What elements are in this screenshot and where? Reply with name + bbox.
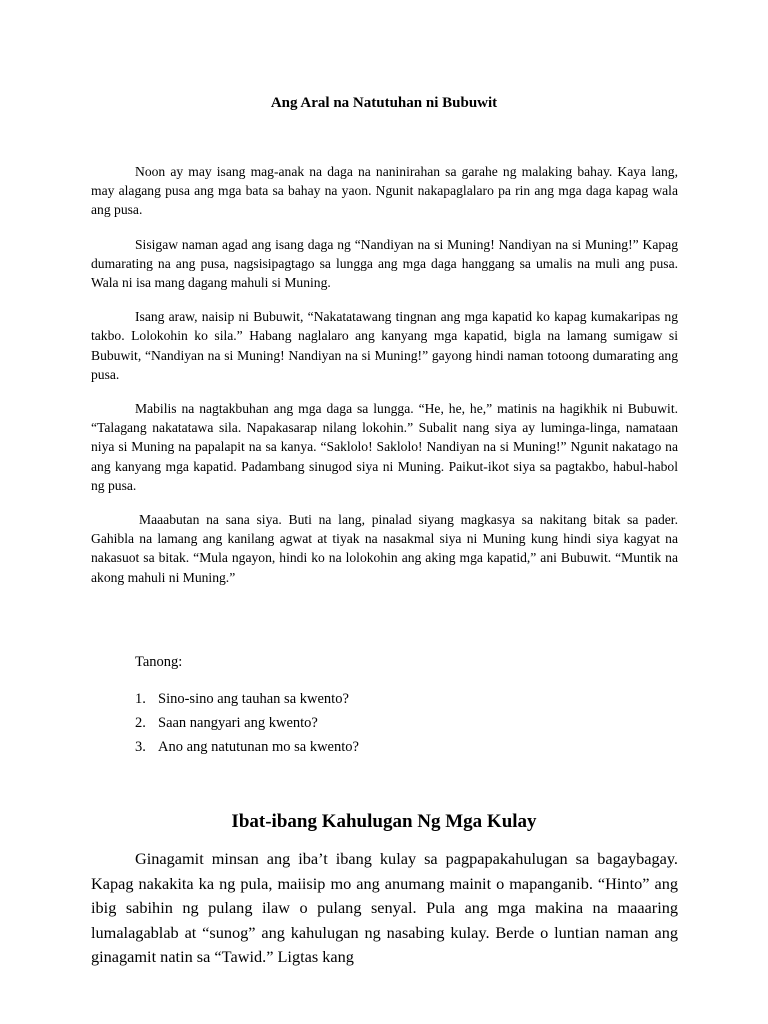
question-item	[135, 687, 359, 711]
question-item	[135, 711, 359, 735]
question-number: 1.	[135, 691, 146, 707]
questions-heading: Tanong:	[135, 654, 183, 670]
story-paragraph: Sisigaw naman agad ang isang daga ng “Nandiyan na si Muning! Nandiyan na si Muning!” Kapag dumarating na ang pusa, nagsisipagtago sa lungga ang mga daga hanggang sa umalis na muli ang pusa. Wala ni isa mang dagang mahuli si Muning.	[91, 236, 678, 291]
story-title: Ang Aral na Natutuhan ni Bubuwit	[270, 95, 498, 111]
question-number: 3.	[135, 739, 146, 755]
story-paragraph: Isang araw, naisip ni Bubuwit, “Nakatatawang tingnan ang mga kapatid ko kapag kumakaripas ng takbo. Lolokohin ko sila.” Habang naglalaro ang kanyang mga kapatid, bigla na lamang sumigaw si Bubuwit, “Nandiyan na si Muning! Nandiyan na si Muning!” gayong hindi naman totoong dumarating ang pusa.	[91, 309, 678, 382]
question-number: 2.	[135, 715, 146, 731]
story-paragraph: Mabilis na nagtakbuhan ang mga daga sa lungga. “He, he, he,” matinis na hagikhik ni Bubuwit. “Talagang nakatatawa sila. Napakasarap nilang lokohin.” Subalit nang siya ay luminga-linga, namataan niya si Muning na papalapit na sa kanya. “Saklolo! Saklolo! Nandiyan na si Muning!” Ngunit nakatago na ang kanyang mga kapatid. Padambang sinugod siya ni Muning. Paikut-ikot siya sa pagtakbo, habul-habol ng pusa.	[91, 401, 678, 493]
questions-list	[135, 687, 359, 759]
question-text: Saan nangyari ang kwento?	[158, 715, 318, 731]
essay-body	[91, 847, 678, 970]
story-body	[91, 162, 678, 602]
question-item	[135, 735, 359, 759]
essay-title: Ibat-ibang Kahulugan Ng Mga Kulay	[231, 811, 537, 832]
story-paragraph: Noon ay may isang mag-anak na daga na naninirahan sa garahe ng malaking bahay. Kaya lang, may alagang pusa ang mga bata sa bahay na yaon. Ngunit nakapaglalaro pa rin ang mga daga kapag wala ang pusa.	[91, 164, 678, 218]
story-paragraph: Maaabutan na sana siya. Buti na lang, pinalad siyang magkasya sa nakitang bitak sa pader. Gahibla na lamang ang kanilang agwat at tiyak na nasakmal siya ni Muning kung hindi siya kagyat na nakasuot sa bitak. “Mula ngayon, hindi ko na lolokohin ang aking mga kapatid,” ani Bubuwit. “Muntik na akong mahuli ni Muning.”	[91, 512, 678, 585]
question-text: Sino-sino ang tauhan sa kwento?	[158, 691, 349, 707]
question-text: Ano ang natutunan mo sa kwento?	[158, 739, 359, 755]
essay-paragraph: Ginagamit minsan ang iba’t ibang kulay sa pagpapakahulugan sa bagaybagay. Kapag nakakita ka ng pula, maiisip mo ang anumang mainit o mapanganib. “Hinto” ang ibig sabihin ng pulang ilaw o pulang senyal. Pula ang mga makina na maaaring lumalagablab at “sunog” ang kahulugan ng nasabing kulay. Berde o luntian naman ang ginagamit natin sa “Tawid.” Ligtas kang	[91, 849, 678, 966]
